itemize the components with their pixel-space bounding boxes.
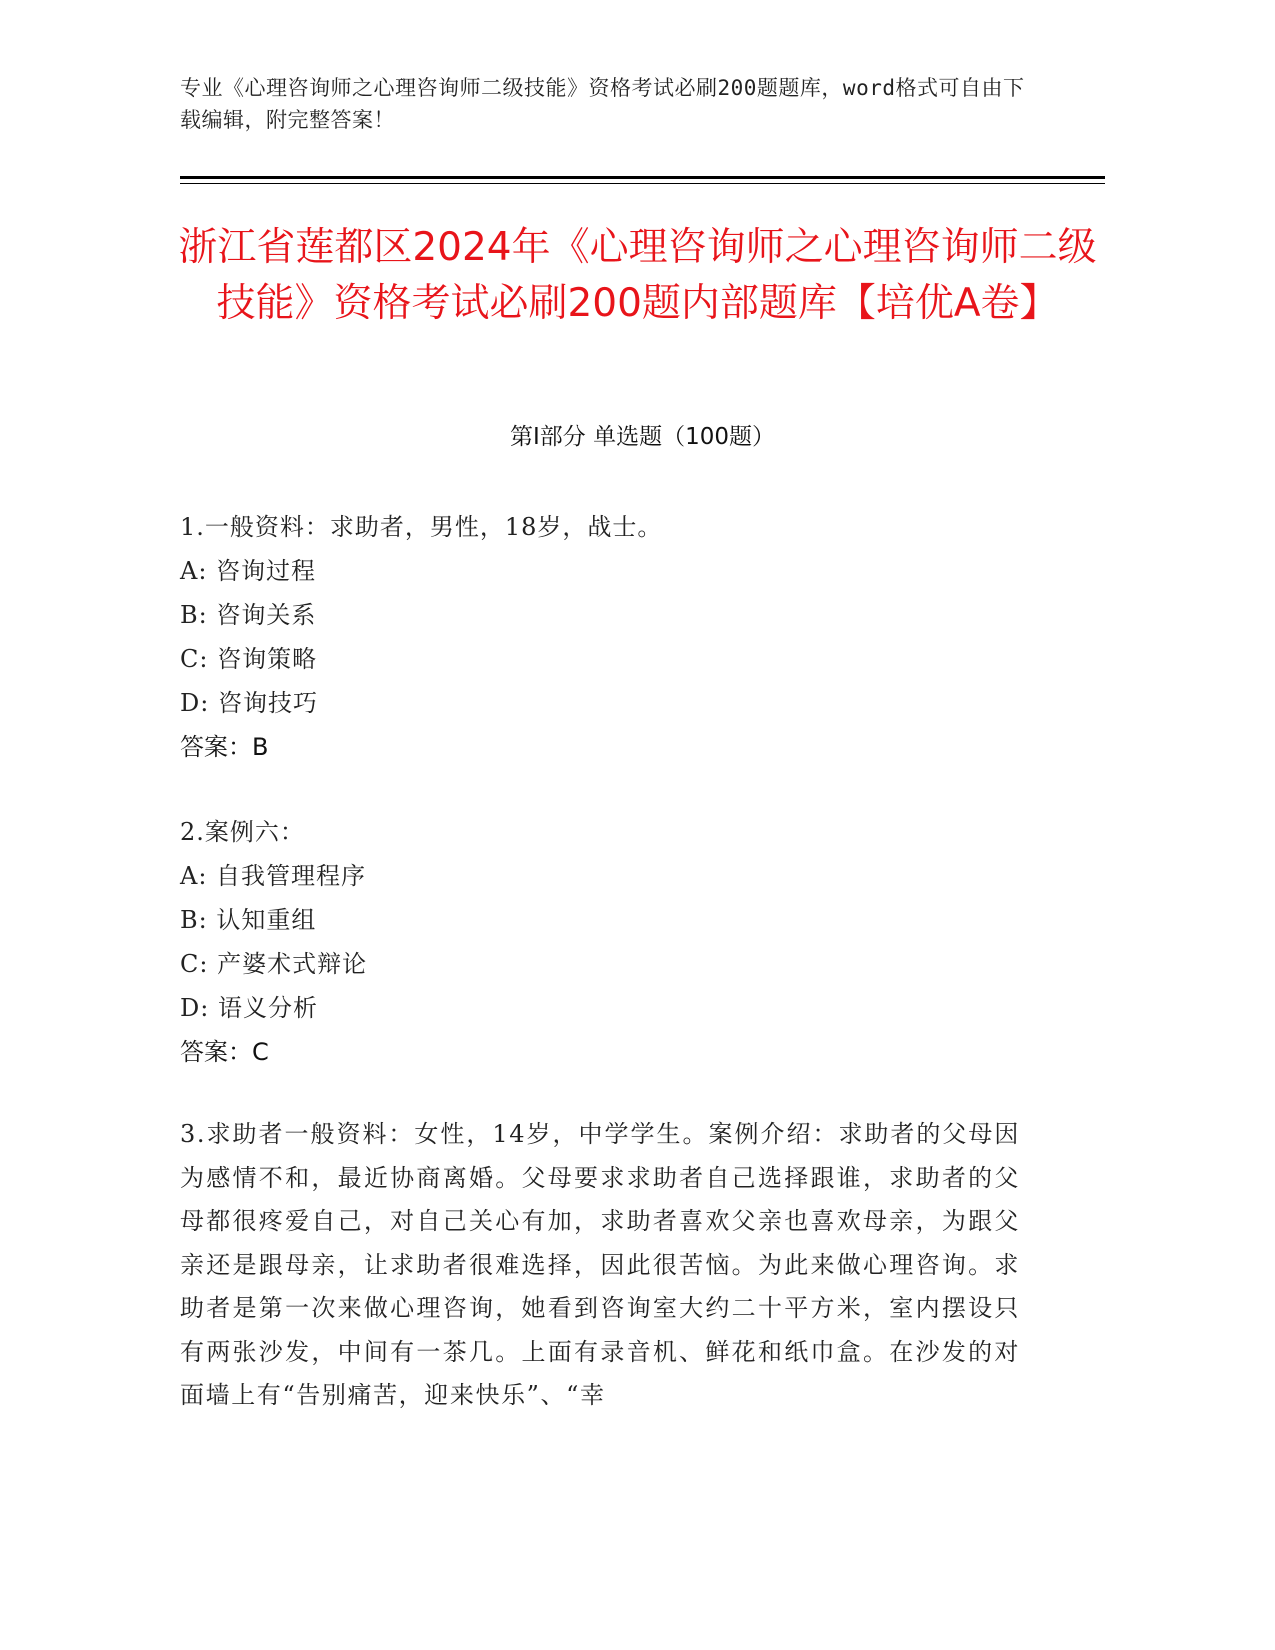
question-stem: 2.案例六： (180, 818, 305, 846)
option-d: D: 语义分析 (180, 994, 318, 1022)
option-d: D: 咨询技巧 (180, 689, 318, 717)
section-heading: 第Ⅰ部分 单选题（100题） (510, 424, 775, 450)
question-stem: 1.一般资料：求助者，男性，18岁，战士。 (180, 513, 663, 541)
answer: 答案：C (180, 1038, 269, 1066)
option-a: A: 自我管理程序 (180, 862, 367, 890)
question-3 (180, 1113, 1030, 1418)
option-a: A: 咨询过程 (180, 557, 317, 585)
answer: 答案：B (180, 733, 269, 761)
option-b: B: 咨询关系 (180, 601, 317, 629)
header-divider-thick (180, 176, 1105, 179)
header-divider-thin (180, 183, 1105, 184)
option-c: C: 咨询策略 (180, 645, 318, 673)
question-1 (180, 505, 1030, 769)
question-stem: 3.求助者一般资料：女性，14岁，中学学生。案例介绍：求助者的父母因为感情不和，最近协商离婚。父母要求求助者自己选择跟谁，求助者的父母都很疼爱自己，对自己关心有加，求助者喜欢父亲也喜欢母亲，为跟父亲还是跟母亲，让求助者很难选择，因此很苦恼。为此来做心理咨询。求助者是第一次来做心理咨询，她看到咨询室大约二十平方米，室内摆设只有两张沙发，中间有一茶几。上面有录音机、鲜花和纸巾盒。在沙发的对面墙上有“告别痛苦，迎来快乐”、“幸 (180, 1120, 1020, 1409)
header-note: 专业《心理咨询师之心理咨询师二级技能》资格考试必刷200题题库，word格式可自由下载编辑，附完整答案！ (180, 76, 1025, 132)
document-title: 浙江省莲都区2024年《心理咨询师之心理咨询师二级技能》资格考试必刷200题内部题库【培优A卷】 (178, 225, 1097, 326)
question-2 (180, 810, 1030, 1074)
option-b: B: 认知重组 (180, 906, 317, 934)
option-c: C: 产婆术式辩论 (180, 950, 368, 978)
